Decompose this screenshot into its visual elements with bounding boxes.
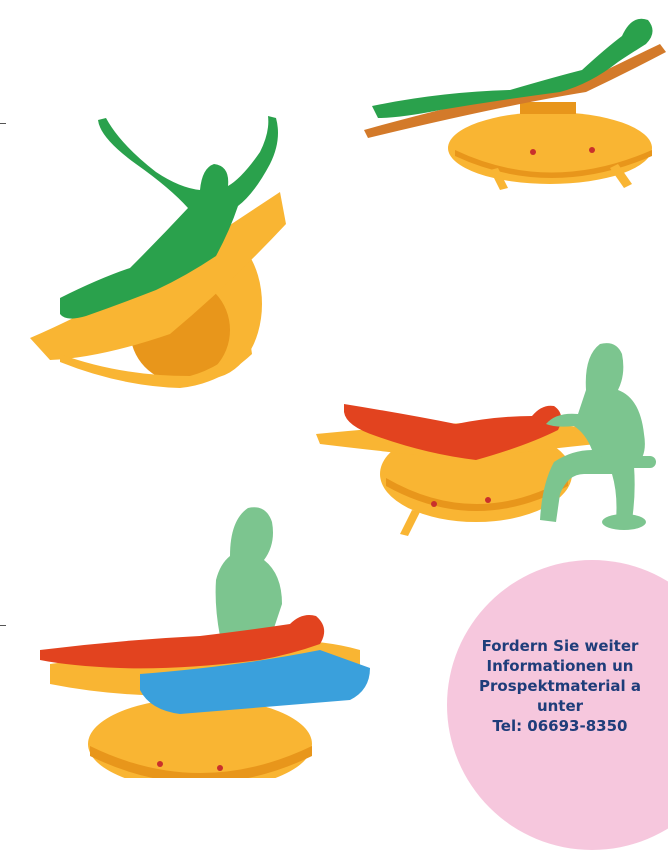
margin-tick (0, 123, 6, 124)
promo-phone: Tel: 06693-8350 (492, 717, 628, 735)
promo-line: Fordern Sie weiter (481, 637, 639, 655)
promo-text-block (450, 636, 668, 736)
arms-raised-green-figure-illustration (20, 108, 290, 390)
red-figure-with-therapist-standing-illustration (30, 500, 400, 778)
promo-line: unter (536, 697, 584, 715)
promo-line: Informationen un (486, 657, 634, 675)
standing-therapist-figure (216, 507, 282, 646)
margin-tick (0, 625, 6, 626)
promo-line: Prospektmaterial a (479, 677, 641, 695)
reclining-green-figure-illustration (360, 10, 668, 190)
